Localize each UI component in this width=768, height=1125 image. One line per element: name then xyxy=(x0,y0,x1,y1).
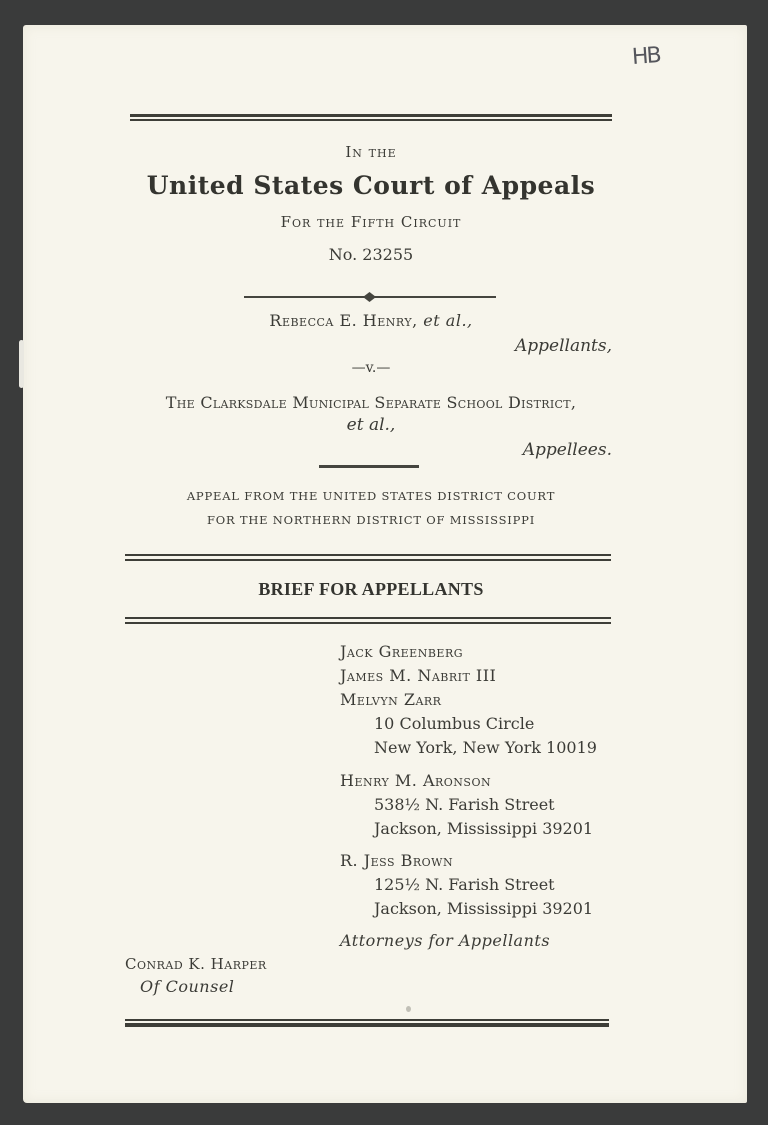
attorney-address-line: 10 Columbus Circle xyxy=(374,714,535,733)
attorney-address-line: 538½ N. Farish Street xyxy=(374,795,555,814)
top-double-rule xyxy=(130,114,612,122)
attorney-name: Henry M. Aronson xyxy=(340,771,492,790)
attorney-group-2 xyxy=(340,769,593,841)
appellee-name: The Clarksdale Municipal Separate School District, xyxy=(165,393,577,412)
attorney-name: James M. Nabrit III xyxy=(340,666,497,685)
attorney-name: R. Jess Brown xyxy=(340,851,454,870)
brief-title: BRIEF FOR APPELLANTS xyxy=(258,579,484,599)
of-counsel-role: Of Counsel xyxy=(140,977,235,996)
appellee-role: Appellees. xyxy=(522,440,612,460)
versus-label: —v.— xyxy=(351,360,391,376)
upper-double-rule xyxy=(125,554,611,562)
bottom-double-rule xyxy=(125,1019,609,1028)
of-counsel-name: Conrad K. Harper xyxy=(125,955,267,973)
appellant-name-line xyxy=(0,311,742,330)
attorney-address-line: 125½ N. Farish Street xyxy=(374,875,555,894)
court-name: United States Court of Appeals xyxy=(146,171,596,200)
attorney-address-line: Jackson, Mississippi 39201 xyxy=(374,819,594,838)
attorney-group-3 xyxy=(340,849,593,921)
caption-divider-rule xyxy=(319,465,419,468)
case-number: No. 23255 xyxy=(328,245,414,264)
lower-double-rule xyxy=(125,617,611,625)
attorney-name: Jack Greenberg xyxy=(340,642,464,661)
attorney-group-1 xyxy=(340,640,597,760)
appellant-name: Rebecca E. Henry, xyxy=(269,311,418,330)
attorneys-role: Attorneys for Appellants xyxy=(340,931,551,950)
attorney-name: Melvyn Zarr xyxy=(340,690,442,709)
attorney-address-line: New York, New York 10019 xyxy=(374,738,597,757)
in-the-label: In the xyxy=(345,143,397,161)
appeal-from-line-1: APPEAL FROM THE UNITED STATES DISTRICT COURT xyxy=(186,489,556,503)
appellant-etal: et al., xyxy=(423,311,473,330)
appellee-etal: et al., xyxy=(346,415,396,435)
circuit-label: For the Fifth Circuit xyxy=(280,213,462,231)
appellant-role: Appellants, xyxy=(514,336,612,356)
handwritten-note: HB xyxy=(631,43,661,70)
ink-smudge xyxy=(406,1006,411,1012)
appeal-from-line-2: FOR THE NORTHERN DISTRICT OF MISSISSIPPI xyxy=(206,513,536,527)
attorney-address-line: Jackson, Mississippi 39201 xyxy=(374,899,594,918)
